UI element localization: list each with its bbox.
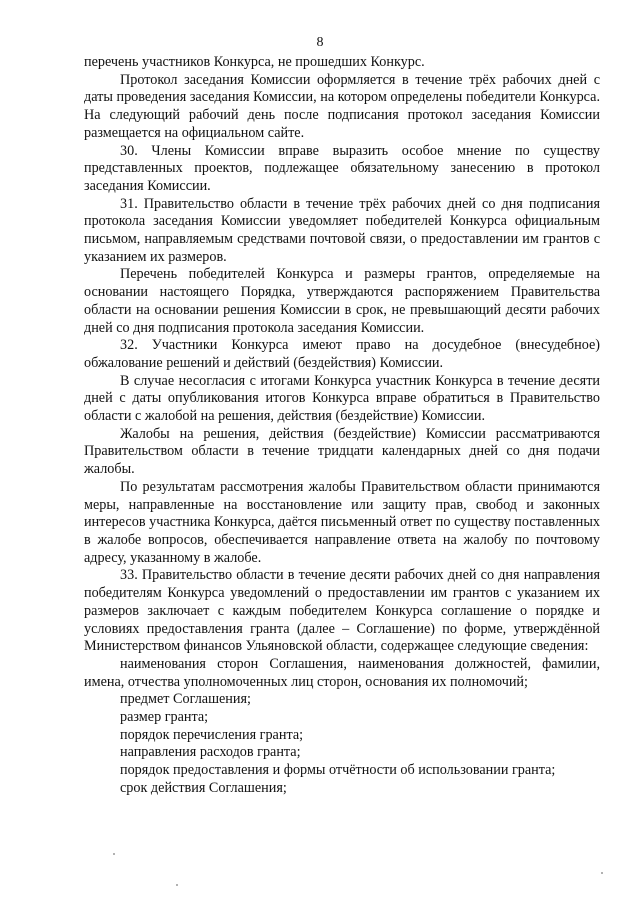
scan-speck xyxy=(601,872,603,874)
paragraph-protocol: Протокол заседания Комиссии оформляется в течение трёх рабочих дней с даты проведения заседания Комиссии, на котором определены победители Конкурса. На следующий рабочий день после подписания протокол заседания Комиссии размещается на официальном сайте. xyxy=(84,71,600,141)
list-item: порядок предоставления и формы отчётности об использовании гранта; xyxy=(120,762,556,779)
scan-speck xyxy=(113,853,115,855)
scan-speck xyxy=(176,884,178,886)
paragraph-30: 30. Члены Комиссии вправе выразить особое мнение по существу представленных проектов, подлежащее обязательному занесению в протокол заседания Комиссии. xyxy=(84,142,600,194)
page-number: 8 xyxy=(316,35,324,50)
paragraph-31: 31. Правительство области в течение трёх рабочих дней со дня подписания протокола заседания Комиссии уведомляет победителей Конкурса официальным письмом, направляемым средствами почтовой связи, о предоставлении им грантов с указанием их размеров. xyxy=(84,195,600,265)
paragraph-disagreement: В случае несогласия с итогами Конкурса участник Конкурса в течение десяти дней с даты опубликования итогов Конкурса вправе обратиться в Правительство области с жалобой на решения, действия (бездействие) Комиссии. xyxy=(84,372,600,425)
list-item: срок действия Соглашения; xyxy=(120,779,287,796)
list-item: предмет Соглашения; xyxy=(120,691,251,708)
document-body xyxy=(84,54,600,798)
paragraph-continuation: перечень участников Конкурса, не прошедших Конкурс. xyxy=(84,54,425,70)
list-item: направления расходов гранта; xyxy=(120,744,301,761)
list-item: размер гранта; xyxy=(120,709,209,726)
paragraph-party-names: наименования сторон Соглашения, наименования должностей, фамилии, имена, отчества уполномоченных лиц сторон, основания их полномочий; xyxy=(84,655,600,690)
paragraph-complaints: Жалобы на решения, действия (бездействие) Комиссии рассматриваются Правительством области в течение тридцати календарных дней со дня подачи жалобы. xyxy=(84,425,600,478)
paragraph-33: 33. Правительство области в течение десяти рабочих дней со дня направления победителям Конкурса уведомлений о предоставлении им грантов с указанием их размеров заключает с каждым победителем Конкурса соглашение о порядке и условиях предоставления гранта (далее – Соглашение) по форме, утверждённой Министерством финансов Ульяновской области, содержащее следующие сведения: xyxy=(84,567,600,655)
paragraph-complaint-results: По результатам рассмотрения жалобы Правительством области принимаются меры, направленные на восстановление или защиту прав, свобод и законных интересов участника Конкурса, даётся письменный ответ по существу поставленных в жалобе вопросов, обеспечивается направление ответа на жалобу по почтовому адресу, указанному в жалобе. xyxy=(84,478,600,566)
paragraph-winners-list: Перечень победителей Конкурса и размеры грантов, определяемые на основании настоящего Порядка, утверждаются распоряжением Правительства области на основании решения Комиссии в срок, не превышающий десяти рабочих дней со дня подписания протокола заседания Комиссии. xyxy=(84,266,600,336)
list-item: порядок перечисления гранта; xyxy=(120,726,304,743)
paragraph-32: 32. Участники Конкурса имеют право на досудебное (внесудебное) обжалование решений и действий (бездействия) Комиссии. xyxy=(84,337,600,371)
